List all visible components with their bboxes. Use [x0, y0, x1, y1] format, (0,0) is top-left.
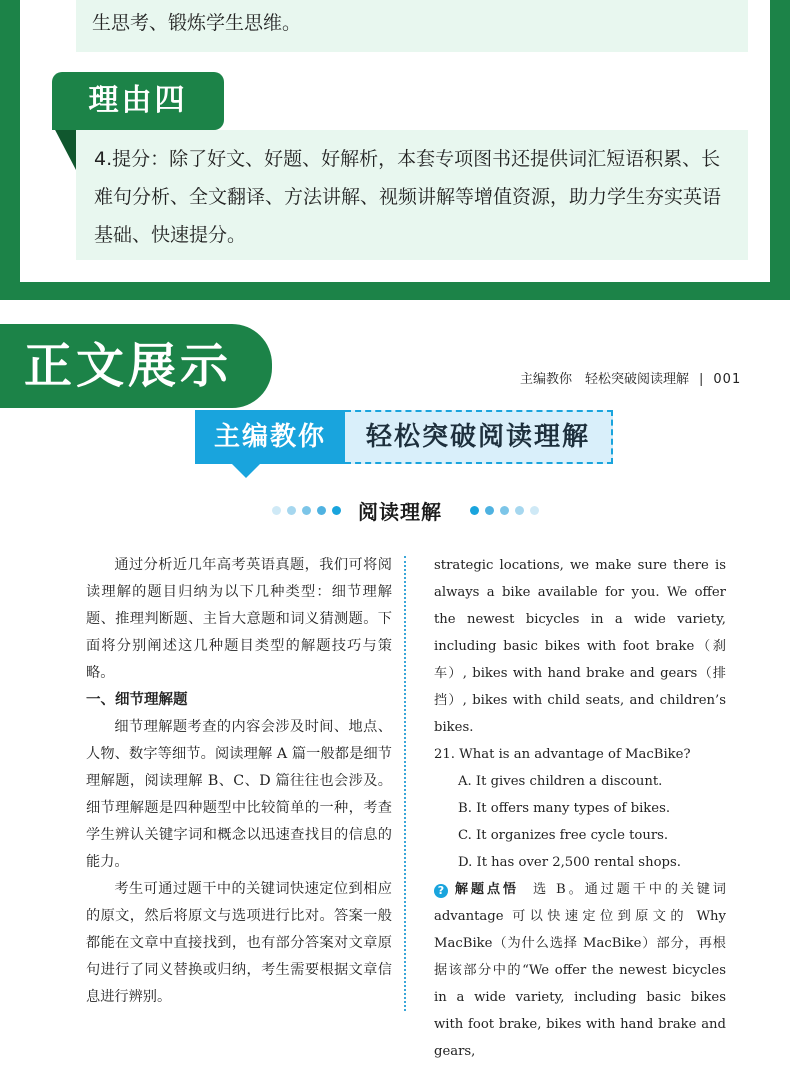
question-text: 21. What is an advantage of MacBike? — [434, 747, 691, 762]
intro-paragraph: 通过分析近几年高考英语真题，我们可将阅读理解的题目归纳为以下几种类型：细节理解题、推理判断题、主旨大意题和词义猜测题。下面将分别阐述这几种题目类型的解题技巧与策略。 — [86, 557, 392, 681]
reason-box — [76, 130, 748, 260]
reason-tag-fold — [52, 124, 76, 170]
subheading-dots-left — [272, 506, 341, 515]
left-column — [86, 552, 392, 1011]
option-b: B. It offers many types of bikes. — [458, 801, 671, 816]
hint-label: 解题点悟 — [452, 882, 519, 897]
running-header-separator: | — [699, 372, 704, 387]
question-mark-icon: ? — [434, 884, 448, 898]
running-header-title: 主编教你 轻松突破阅读理解 — [520, 372, 690, 387]
running-header — [520, 368, 741, 387]
section-tab: 正文展示 — [0, 324, 272, 408]
subheading: 阅读理解 — [358, 500, 442, 524]
passage-text: strategic locations, we make sure there is always a bike available for you. We offer the newest bicycles in a wide variety, including basic bikes with foot brake（刹车）, bikes with hand brake and gears（排挡）, bikes with child seats, and children’s bikes. — [434, 558, 726, 735]
option-c: C. It organizes free cycle tours. — [458, 828, 669, 843]
section-heading: 一、细节理解题 — [86, 692, 188, 708]
detail-paragraph-2: 考生可通过题干中的关键词快速定位到相应的原文，然后将原文与选项进行比对。答案一般都能在文章中直接找到，也有部分答案对文章原句进行了同义替换或归纳，考生需要根据文章信息进行辨别。 — [86, 881, 392, 1005]
subheading-dots-right — [470, 506, 539, 515]
hint-paragraph — [434, 876, 726, 1065]
banner-right: 轻松突破阅读理解 — [345, 410, 613, 464]
reason-tag: 理由四 — [52, 72, 224, 130]
reason-text: 4.提分：除了好文、好题、好解析，本套专项图书还提供词汇短语积累、长难句分析、全文翻译、方法讲解、视频讲解等增值资源，助力学生夯实英语基础、快速提分。 — [94, 148, 722, 246]
continuation-box — [76, 0, 748, 52]
option-d: D. It has over 2,500 rental shops. — [458, 855, 681, 870]
continuation-text: 生思考、锻炼学生思维。 — [92, 12, 302, 34]
detail-paragraph-1: 细节理解题考查的内容会涉及时间、地点、人物、数字等细节。阅读理解 A 篇一般都是细节理解题，阅读理解 B、C、D 篇往往也会涉及。细节理解题是四种题型中比较简单的一种，考查学生辨认关键字词和概念以迅速查找目的信息的能力。 — [86, 719, 392, 870]
banner-left: 主编教你 — [195, 410, 345, 464]
banner-notch — [232, 464, 260, 478]
option-a: A. It gives children a discount. — [458, 774, 663, 789]
hint-text: 选 B。通过题干中的关键词 advantage 可以快速定位到原文的 Why MacBike（为什么选择 MacBike）部分，再根据该部分中的“We offer the newest bicycles in a wide variety, including basic bikes with foot brake, bikes with hand brake and gears, — [434, 882, 726, 1059]
page-number: 001 — [713, 372, 742, 387]
right-column — [434, 552, 726, 1065]
column-divider — [404, 556, 406, 1011]
